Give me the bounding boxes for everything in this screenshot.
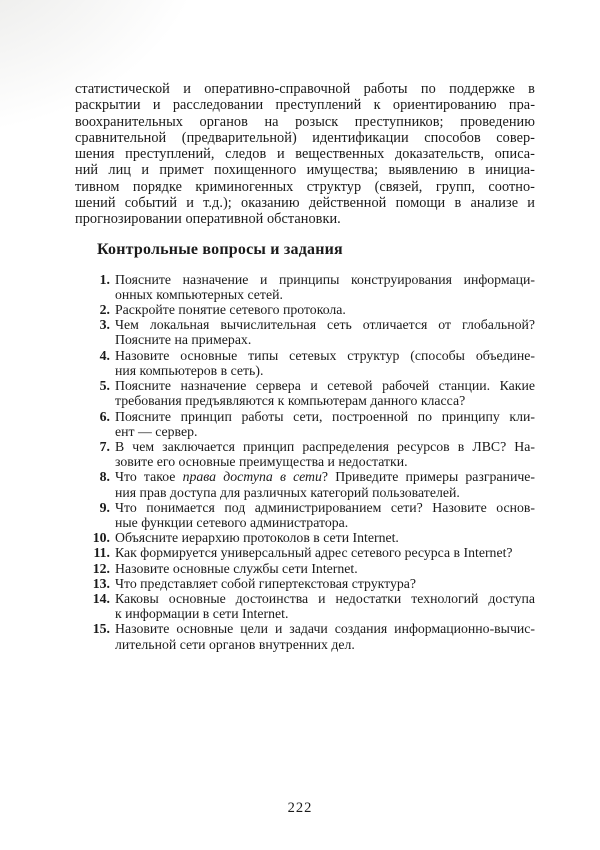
question-number: 4. (99, 347, 110, 363)
question-item (75, 530, 535, 545)
question-text: Чем локальная вычислительная сеть отличается от глобальной? Поясните на примерах. (115, 317, 535, 348)
question-item (75, 302, 535, 317)
question-number: 1. (99, 271, 110, 287)
paragraph-line: статистической и оперативно-справочной работы по поддержке в (75, 81, 535, 97)
question-number: 14. (92, 590, 110, 606)
body-paragraph (75, 81, 535, 228)
question-number: 3. (99, 317, 110, 333)
question-number: 15. (92, 621, 110, 637)
question-text: В чем заключается принцип распределения ресурсов в ЛВС? На- зовите его основные преимущества и недостатки. (115, 438, 535, 470)
question-item (75, 272, 535, 302)
question-number: 8. (99, 469, 110, 485)
question-text: Как формируется универсальный адрес сетевого ресурса в Internet? (115, 545, 513, 561)
question-item (75, 378, 535, 408)
question-text: Поясните назначение и принципы конструирования информаци- онных компьютерных сетей. (115, 271, 535, 302)
question-text: Каковы основные достоинства и недостатки технологий доступа к информации в сети Internet. (115, 590, 535, 622)
paragraph-line: сравнительной (предварительной) идентификации способов совер- (75, 129, 535, 146)
question-number: 10. (92, 530, 110, 546)
paragraph-line: шений событий и т.д.); оказанию действенной помощи в анализе и (75, 195, 535, 212)
question-number: 11. (93, 545, 110, 561)
paragraph-line: раскрытии и расследовании преступлений к ориентированию пра- (75, 97, 535, 114)
question-item (75, 576, 535, 591)
question-item (75, 317, 535, 347)
question-item (75, 409, 535, 439)
question-number: 5. (99, 378, 110, 394)
italic-term: права доступа в сети (182, 469, 322, 485)
question-number: 2. (99, 302, 110, 318)
question-item (75, 545, 535, 560)
paragraph-line: тивном порядке криминогенных структур (связей, групп, соотно- (75, 178, 535, 195)
question-item (75, 348, 535, 378)
question-number: 12. (92, 560, 110, 576)
question-item (75, 469, 535, 499)
question-list (75, 272, 535, 652)
paragraph-line: ний лиц и примет похищенного имущества; выявлению в инициа- (75, 162, 535, 179)
text-column (75, 81, 535, 652)
question-text: Поясните назначение сервера и сетевой рабочей станции. Какие требования предъявляются к компьютерам данного класса? (115, 378, 535, 409)
question-text: Что представляет собой гипертекстовая структура? (115, 575, 417, 591)
question-text: Что такое права доступа в сети? Приведите примеры разграниче- ния прав доступа для различных категорий пользователей. (115, 469, 535, 500)
question-text: Что понимается под администрированием сети? Назовите основ- ные функции сетевого администратора. (115, 499, 535, 530)
paragraph-line: прогнозировании оперативной обстановки. (75, 211, 341, 228)
question-item (75, 439, 535, 469)
question-item (75, 621, 535, 651)
question-number: 13. (92, 575, 110, 591)
question-item (75, 500, 535, 530)
question-number: 9. (99, 499, 110, 515)
question-number: 7. (99, 438, 110, 454)
question-text: Раскройте понятие сетевого протокола. (115, 302, 346, 318)
question-number: 6. (99, 408, 110, 424)
question-text: Назовите основные типы сетевых структур (способы объедине- ния компьютеров в сеть). (115, 347, 535, 378)
section-heading: Контрольные вопросы и задания (97, 240, 343, 258)
question-text: Назовите основные цели и задачи создания информационно-вычис- лительной сети органов внутренних дел. (115, 621, 535, 652)
question-text: Назовите основные службы сети Internet. (115, 560, 358, 576)
question-item (75, 591, 535, 621)
question-text: Объясните иерархию протоколов в сети Internet. (115, 530, 399, 546)
paragraph-line: воохранительных органов на розыск преступников; проведению (75, 113, 535, 130)
question-text: Поясните принцип работы сети, построенной по принципу кли- ент — сервер. (115, 408, 535, 439)
paragraph-line: шения преступлений, следов и вещественных доказательств, описа- (75, 146, 535, 163)
question-item (75, 561, 535, 576)
page-number: 222 (287, 800, 313, 816)
